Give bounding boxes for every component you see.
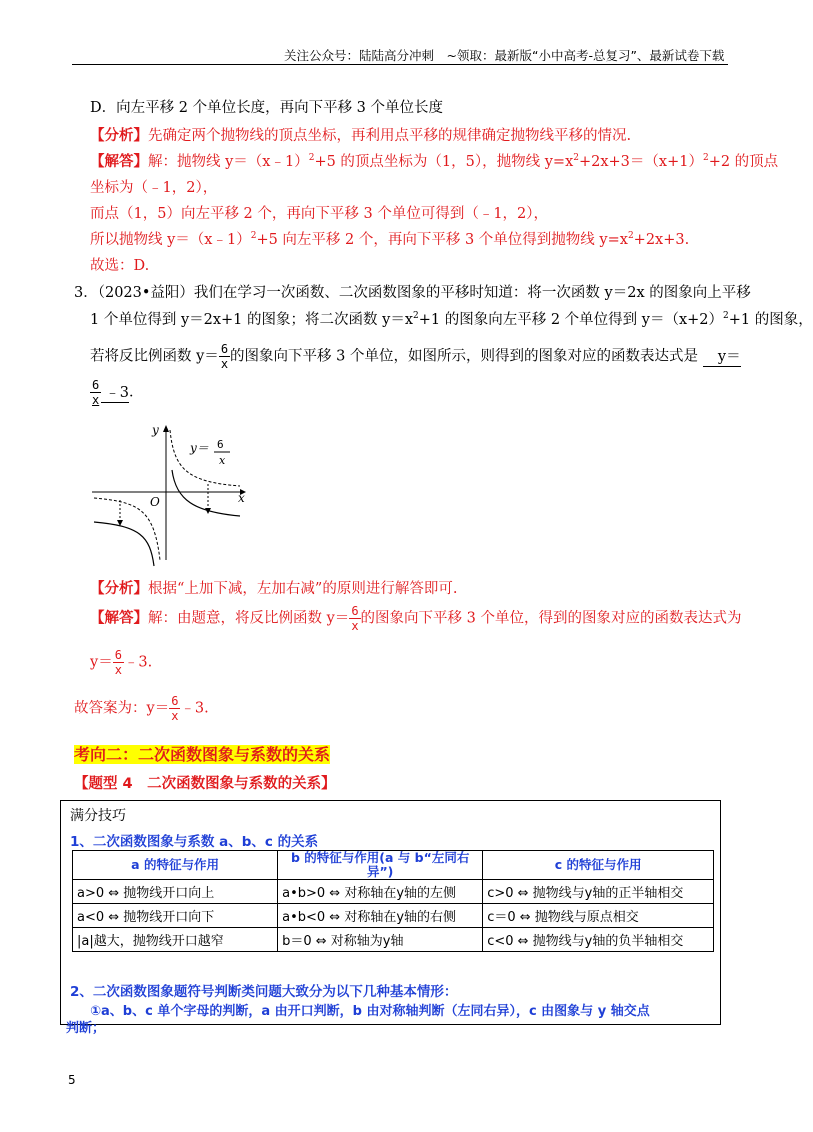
- q3-answer-line2: [90, 648, 152, 677]
- shifted-curve-lower: [94, 522, 154, 566]
- curve-label-y: y＝: [190, 441, 209, 455]
- y-axis-arrow: [163, 425, 169, 432]
- q2-answer-line3: 而点（1，5）向左平移 2 个，再向下平移 3 个单位可得到（﹣1，2），: [90, 206, 549, 222]
- q3-line2: [90, 308, 813, 329]
- fraction-numerator: 6: [220, 342, 229, 356]
- q3-analysis: [90, 577, 457, 598]
- table-cell: c>0 ⇔ 抛物线与y轴的正半轴相交: [483, 880, 714, 904]
- final-text: ﹣3.: [180, 700, 209, 717]
- q3-text: +1 的图象，: [728, 312, 813, 328]
- answer-blank: [703, 345, 741, 367]
- table-cell: a•b>0 ⇔ 对称轴在y轴的左侧: [278, 880, 483, 904]
- superscript: 2: [250, 231, 257, 242]
- table-row: [73, 880, 714, 904]
- tips-para-1: ①a、b、c 单个字母的判断，a 由开口判断，b 由对称轴判断（左同右异），c 由图象与 y 轴交点: [90, 1004, 650, 1019]
- fraction-6-over-x: [169, 694, 180, 723]
- table-cell: c＝0 ⇔ 抛物线与原点相交: [483, 904, 714, 928]
- minus-3: ﹣3: [101, 381, 129, 403]
- q3-final: [74, 694, 209, 723]
- table-cell: a<0 ⇔ 抛物线开口向下: [73, 904, 278, 928]
- tips-para-2: 判断；: [66, 1021, 106, 1036]
- fraction-6-over-x: [219, 342, 230, 371]
- q3-answer-line1: [90, 604, 742, 633]
- analysis-tag: 【分析】: [90, 580, 148, 597]
- answer-text: +5 向左平移 2 个，再向下平移 3 个单位得到抛物线 y=x: [256, 232, 628, 248]
- q3-text: 的图象向下平移 3 个单位，如图所示，则得到的图象对应的函数表达式是: [230, 348, 698, 365]
- header-rule: [72, 64, 728, 65]
- table-header: c 的特征与作用: [483, 851, 714, 880]
- q2-answer-line1: [90, 150, 778, 171]
- section-title: [74, 742, 330, 765]
- analysis-text: 根据“上加下减，左加右减”的原则进行解答即可.: [148, 581, 458, 597]
- tips-heading-2: 2、二次函数图象题符号判断类问题大致分为以下几种基本情形：: [70, 984, 458, 1000]
- table-header: a 的特征与作用: [73, 851, 278, 880]
- blank-y: y＝: [717, 348, 741, 365]
- period: ．: [128, 384, 144, 401]
- answer-tag: 【解答】: [90, 609, 148, 627]
- table-row: [73, 904, 714, 928]
- fraction-denominator: x: [114, 663, 122, 677]
- q3-line1: 3．（2023•益阳）我们在学习一次函数、二次函数图象的平移时知道：将一次函数 y＝2x 的图象向上平移: [74, 285, 751, 301]
- section-title-text: 考向二：二次函数图象与系数的关系: [74, 745, 331, 764]
- superscript: 2: [627, 231, 634, 242]
- fraction-numerator: 6: [114, 648, 122, 662]
- superscript: 2: [573, 153, 579, 164]
- q2-answer-line4: [90, 228, 689, 249]
- superscript: 2: [723, 311, 729, 322]
- fraction-denominator: x: [220, 357, 229, 371]
- original-curve-q1: [170, 430, 240, 486]
- q3-text: 1 个单位得到 y＝2x+1 的图象；将二次函数 y＝x: [90, 312, 413, 328]
- table-cell: a•b<0 ⇔ 对称轴在y轴的右侧: [278, 904, 483, 928]
- answer-text: +2x+3＝（x+1）: [578, 154, 703, 170]
- superscript: 2: [413, 311, 419, 322]
- fraction-6-over-x: [113, 648, 124, 677]
- answer-y: y＝: [90, 654, 113, 671]
- table-cell: a>0 ⇔ 抛物线开口向上: [73, 880, 278, 904]
- answer-text: 解：抛物线 y＝（x﹣1）: [148, 154, 309, 170]
- fraction-6-over-x: [349, 604, 360, 633]
- page-number: 5: [68, 1073, 76, 1087]
- fraction-denominator: x: [351, 619, 359, 633]
- tips-title: 满分技巧: [70, 808, 126, 824]
- superscript: 2: [308, 153, 315, 164]
- fraction-numerator: 6: [171, 694, 179, 708]
- table-cell: b＝0 ⇔ 对称轴为y轴: [278, 928, 483, 952]
- curve-label-num: 6: [217, 438, 224, 451]
- fraction-numerator: 6: [351, 604, 359, 618]
- q2-final: 故选：D.: [90, 258, 150, 274]
- q3-blank-continuation: [90, 378, 143, 407]
- table-header-row: [73, 851, 714, 880]
- coefficient-table: [72, 850, 714, 952]
- fraction-denominator: x: [92, 393, 100, 407]
- analysis-tag: 【分析】: [90, 127, 148, 144]
- q2-option-d: D．向左平移 2 个单位长度，再向下平移 3 个单位长度: [90, 100, 444, 116]
- tips-heading-1: 1、二次函数图象与系数 a、b、c 的关系: [70, 834, 319, 850]
- fraction-6-over-x: [90, 378, 101, 407]
- table-cell: |a|越大，抛物线开口越窄: [73, 928, 278, 952]
- superscript: 2: [702, 153, 709, 164]
- table-row: [73, 928, 714, 952]
- analysis-text: 先确定两个抛物线的顶点坐标，再利用点平移的规律确定抛物线平移的情况.: [148, 128, 632, 144]
- q2-answer-line2: 坐标为（﹣1，2），: [90, 180, 218, 196]
- fraction-numerator: 6: [92, 378, 100, 392]
- table-cell: c<0 ⇔ 抛物线与y轴的负半轴相交: [483, 928, 714, 952]
- answer-text: 所以抛物线 y＝（x﹣1）: [90, 232, 251, 248]
- header-text: 关注公众号：陆陆高分冲刺 ~领取：最新版“小中高考-总复习”、最新试卷下载: [284, 48, 725, 63]
- answer-text: 解：由题意，将反比例函数 y＝: [148, 610, 350, 627]
- q3-text: 若将反比例函数 y＝: [90, 348, 219, 365]
- answer-text: +2 的顶点: [708, 154, 779, 170]
- answer-text: +5 的顶点坐标为（1，5），抛物线 y=x: [314, 154, 574, 170]
- q3-text: +1 的图象向左平移 2 个单位得到 y＝（x+2）: [418, 312, 724, 328]
- origin-label: O: [150, 495, 160, 509]
- answer-tag: 【解答】: [90, 153, 148, 170]
- q3-line3: [90, 342, 741, 371]
- q2-analysis: [90, 124, 631, 145]
- type-title: 【题型 4 二次函数图象与系数的关系】: [74, 776, 336, 792]
- table-header: b 的特征与作用(a 与 b“左同右异”): [278, 851, 483, 880]
- shifted-hyperbola-graph: [90, 420, 250, 570]
- answer-text: 的图象向下平移 3 个单位，得到的图象对应的函数表达式为: [360, 610, 742, 627]
- fraction-denominator: x: [171, 709, 179, 723]
- final-text: 故答案为：y＝: [74, 700, 170, 717]
- answer-minus-3: ﹣3.: [123, 654, 153, 671]
- curve-label-den: x: [219, 454, 226, 467]
- y-axis-label: y: [152, 423, 159, 437]
- answer-text: +2x+3.: [633, 232, 690, 248]
- x-axis-label: x: [238, 491, 245, 505]
